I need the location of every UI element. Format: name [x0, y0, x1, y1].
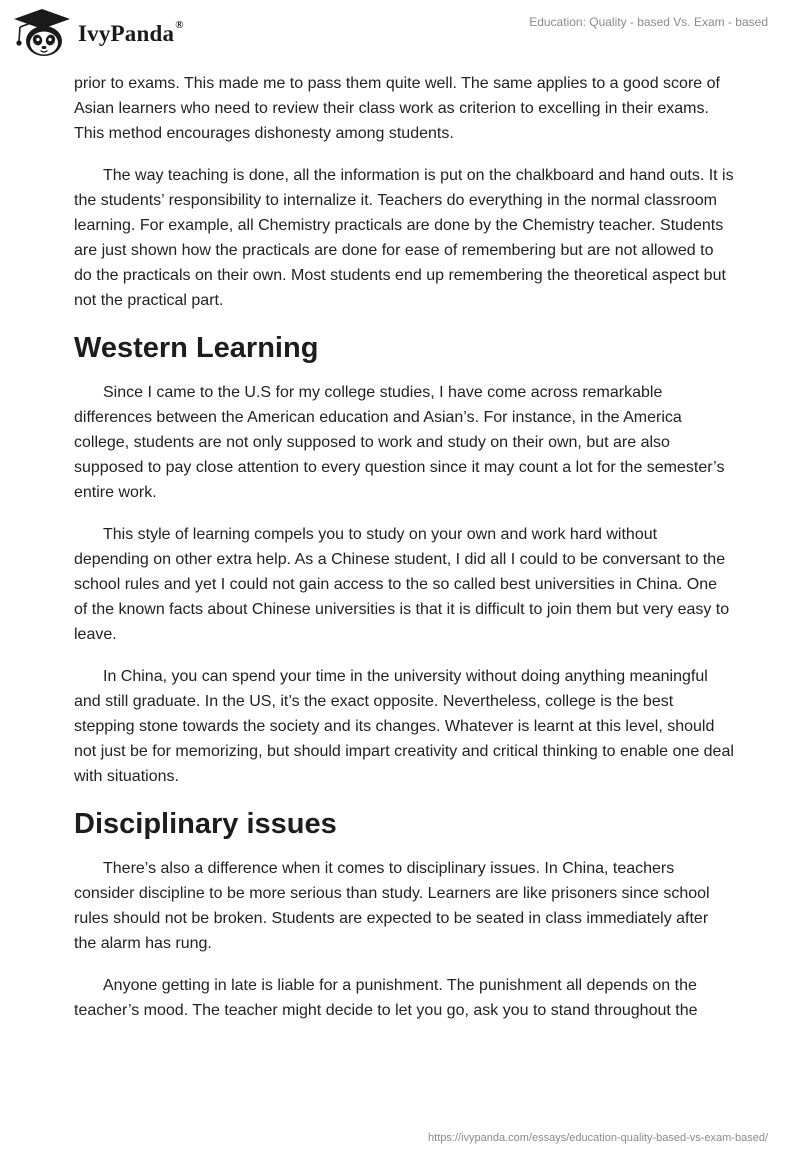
paragraph-disciplinary-1: There’s also a difference when it comes to disciplinary issues. In China, teachers consider discipline to be more serious than study. Learners are like prisoners since school rules should not be broken. Students are expected to be seated in class immediately after the alarm has rung.: [74, 860, 710, 952]
page-header: [0, 0, 800, 72]
paragraph-teaching: The way teaching is done, all the information is put on the chalkboard and hand outs. It is the students’ responsibility to internalize it. Teachers do everything in the normal classroom learning. For example, all Chemistry practicals are done by the Chemistry teacher. Students are just shown how the practicals are done for ease of remembering but are not allowed to do the practicals on their own. Most students end up remembering the theoretical aspect but not the practical part.: [74, 167, 734, 309]
panda-graduate-icon: [12, 7, 72, 59]
paragraph-continued: prior to exams. This made me to pass them quite well. The same applies to a good score of Asian learners who need to review their class work as criterion to excelling in their exams. This method encourages dishonesty among students.: [74, 75, 720, 142]
ivypanda-logo[interactable]: [12, 6, 184, 60]
registered-mark: ®: [175, 19, 184, 32]
source-url[interactable]: https://ivypanda.com/essays/education-quality-based-vs-exam-based/: [428, 1132, 768, 1144]
essay-body: [74, 71, 734, 1040]
heading-disciplinary-issues: Disciplinary issues: [74, 808, 337, 840]
heading-western-learning: Western Learning: [74, 332, 319, 364]
paragraph-western-1: Since I came to the U.S for my college studies, I have come across remarkable differences between the American education and Asian’s. For instance, in the America college, students are not only supposed to work and study on their own, but are also supposed to pay close attention to every question since it may count a lot for the semester’s entire work.: [74, 384, 725, 501]
document-title: Education: Quality - based Vs. Exam - based: [529, 15, 768, 29]
brand-name: IvyPanda®: [78, 19, 184, 46]
paragraph-western-2: This style of learning compels you to study on your own and work hard without depending on other extra help. As a Chinese student, I did all I could to be conversant to the school rules and yet I could not gain access to the so called best universities in China. One of the known facts about Chinese universities is that it is difficult to join them but very easy to leave.: [74, 526, 730, 643]
paragraph-western-3: In China, you can spend your time in the university without doing anything meaningful and still graduate. In the US, it’s the exact opposite. Nevertheless, college is the best stepping stone towards the society and its changes. Whatever is learnt at this level, should not just be for memorizing, but should impart creativity and critical thinking to enable one deal with situations.: [74, 668, 734, 785]
paragraph-disciplinary-2: Anyone getting in late is liable for a punishment. The punishment all depends on the teacher’s mood. The teacher might decide to let you go, ask you to stand throughout the: [74, 977, 698, 1019]
